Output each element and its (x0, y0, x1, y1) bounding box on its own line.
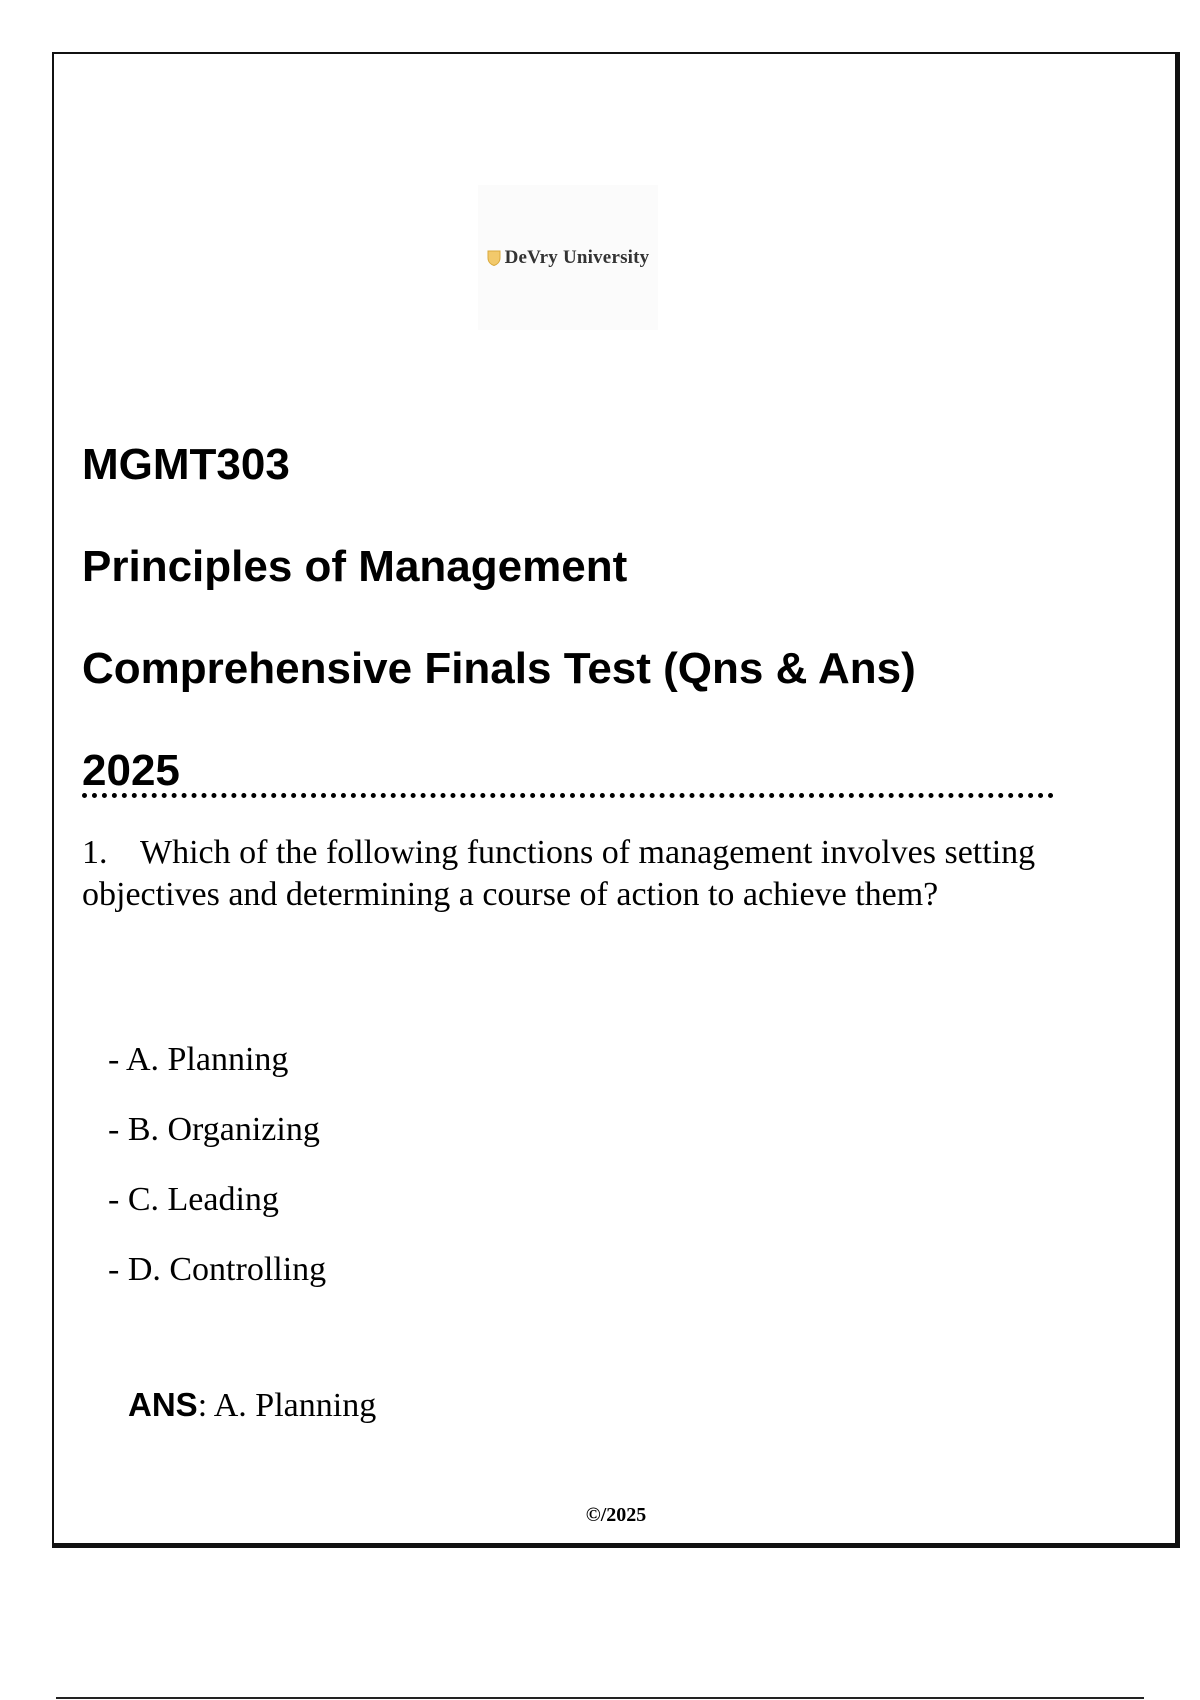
question-body: Which of the following functions of management involves setting objectives and determining a course of action to achieve them? (82, 834, 1036, 913)
course-title: Principles of Management (82, 542, 628, 591)
answer-text: : A. Planning (197, 1387, 377, 1424)
course-code: MGMT303 (82, 440, 290, 489)
copyright: ©/2025 (585, 1504, 647, 1526)
test-title: Comprehensive Finals Test (Qns & Ans) (82, 644, 916, 693)
option-b: - B. Organizing (108, 1111, 320, 1148)
bottom-rule (56, 1697, 1144, 1699)
logo (478, 185, 658, 330)
answer (128, 1388, 376, 1423)
answer-label: ANS (128, 1386, 198, 1423)
section-divider (82, 793, 1054, 798)
question-number: 1. (82, 834, 108, 871)
logo-text: DeVry University (504, 246, 650, 268)
shield-icon (487, 250, 501, 266)
option-a: - A. Planning (108, 1041, 289, 1078)
document-year: 2025 (82, 746, 180, 795)
option-c: - C. Leading (108, 1181, 279, 1218)
option-d: - D. Controlling (108, 1251, 327, 1288)
question-text (82, 832, 1042, 916)
